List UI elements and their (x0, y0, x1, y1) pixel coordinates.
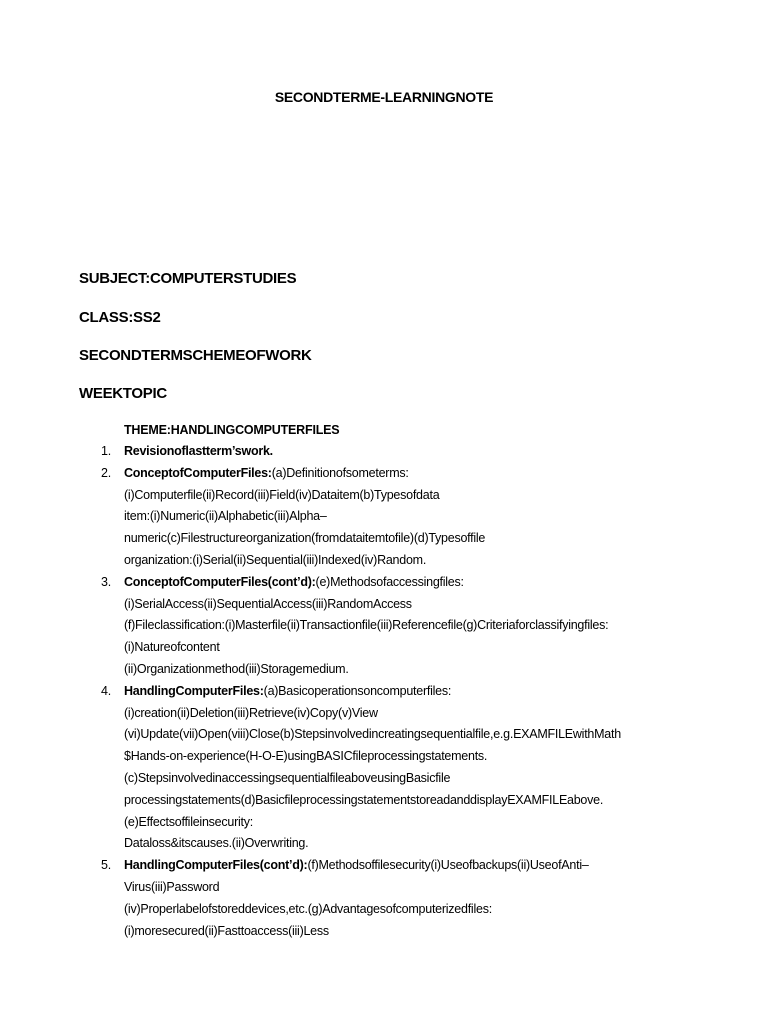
week-text-line: (vi)Update(vii)Open(viii)Close(b)Stepsinvolvedincreatingsequentialfile,e.g.EXAMFILEwithMath (124, 727, 621, 742)
week-item (101, 681, 744, 855)
week-text-line: Virus(iii)Password (124, 879, 220, 894)
week-item (101, 441, 744, 463)
week-title: HandlingComputerFiles: (124, 683, 264, 698)
week-text-line: organization:(i)Serial(ii)Sequential(iii)Indexed(iv)Random. (124, 552, 427, 567)
week-text-line: (i)Computerfile(ii)Record(iii)Field(iv)Dataitem(b)Typesofdata (124, 487, 440, 502)
week-title: Revisionoflastterm’swork. (124, 444, 273, 458)
document-title: SECONDTERME-LEARNINGNOTE (274, 89, 494, 105)
week-list (101, 441, 744, 942)
week-text-line: (i)moresecured(ii)Fasttoaccess(iii)Less (124, 923, 329, 938)
week-title: HandlingComputerFiles(cont’d): (124, 858, 308, 873)
subject-heading: SUBJECT:COMPUTERSTUDIES (79, 270, 297, 287)
class-heading: CLASS:SS2 (79, 309, 161, 326)
theme-heading: THEME:HANDLINGCOMPUTERFILES (124, 423, 340, 437)
week-title: ConceptofComputerFiles: (124, 465, 272, 480)
week-topic-heading: WEEKTOPIC (79, 385, 167, 402)
week-text-line: item:(i)Numeric(ii)Alphabetic(iii)Alpha– (124, 509, 327, 524)
week-number: 5. (101, 858, 111, 873)
week-number: 4. (101, 683, 111, 698)
week-text-line: (c)StepsinvolvedinaccessingsequentialfileaboveusingBasicfile (124, 770, 451, 785)
week-item (101, 463, 744, 572)
week-text-line: Dataloss&itscauses.(ii)Overwriting. (124, 836, 309, 851)
week-text-line: (i)Natureofcontent (124, 640, 220, 655)
week-text-line: (iv)Properlabelofstoreddevices,etc.(g)Advantagesofcomputerizedfiles: (124, 901, 492, 916)
week-text-line: (ii)Organizationmethod(iii)Storagemedium. (124, 661, 349, 676)
week-item (101, 855, 744, 942)
week-text-line: $Hands-on-experience(H-O-E)usingBASICfileprocessingstatements. (124, 749, 488, 764)
week-number: 2. (101, 465, 111, 480)
scheme-heading: SECONDTERMSCHEMEOFWORK (79, 347, 312, 364)
week-number: 1. (101, 444, 111, 458)
week-title: ConceptofComputerFiles(cont’d): (124, 574, 316, 589)
week-text-line: (i)SerialAccess(ii)SequentialAccess(iii)RandomAccess (124, 596, 412, 611)
week-text: (e)Methodsofaccessingfiles: (315, 574, 464, 589)
week-text-line: (i)creation(ii)Deletion(iii)Retrieve(iv)Copy(v)View (124, 705, 378, 720)
week-text-line: (e)Effectsoffileinsecurity: (124, 814, 253, 829)
week-text-line: numeric(c)Filestructureorganization(fromdataitemtofile)(d)Typesoffile (124, 531, 486, 546)
week-item (101, 572, 744, 681)
week-number: 3. (101, 574, 111, 589)
week-text: (a)Definitionofsometerms: (271, 465, 409, 480)
week-text-line: (f)Fileclassification:(i)Masterfile(ii)Transactionfile(iii)Referencefile(g)Criteriaforclassifyingfiles: (124, 618, 609, 633)
week-text: (f)Methodsoffilesecurity(i)Useofbackups(ii)UseofAnti– (307, 858, 589, 873)
week-text: (a)Basicoperationsoncomputerfiles: (263, 683, 452, 698)
week-text-line: processingstatements(d)BasicfileprocessingstatementstoreadanddisplayEXAMFILEabove. (124, 792, 604, 807)
